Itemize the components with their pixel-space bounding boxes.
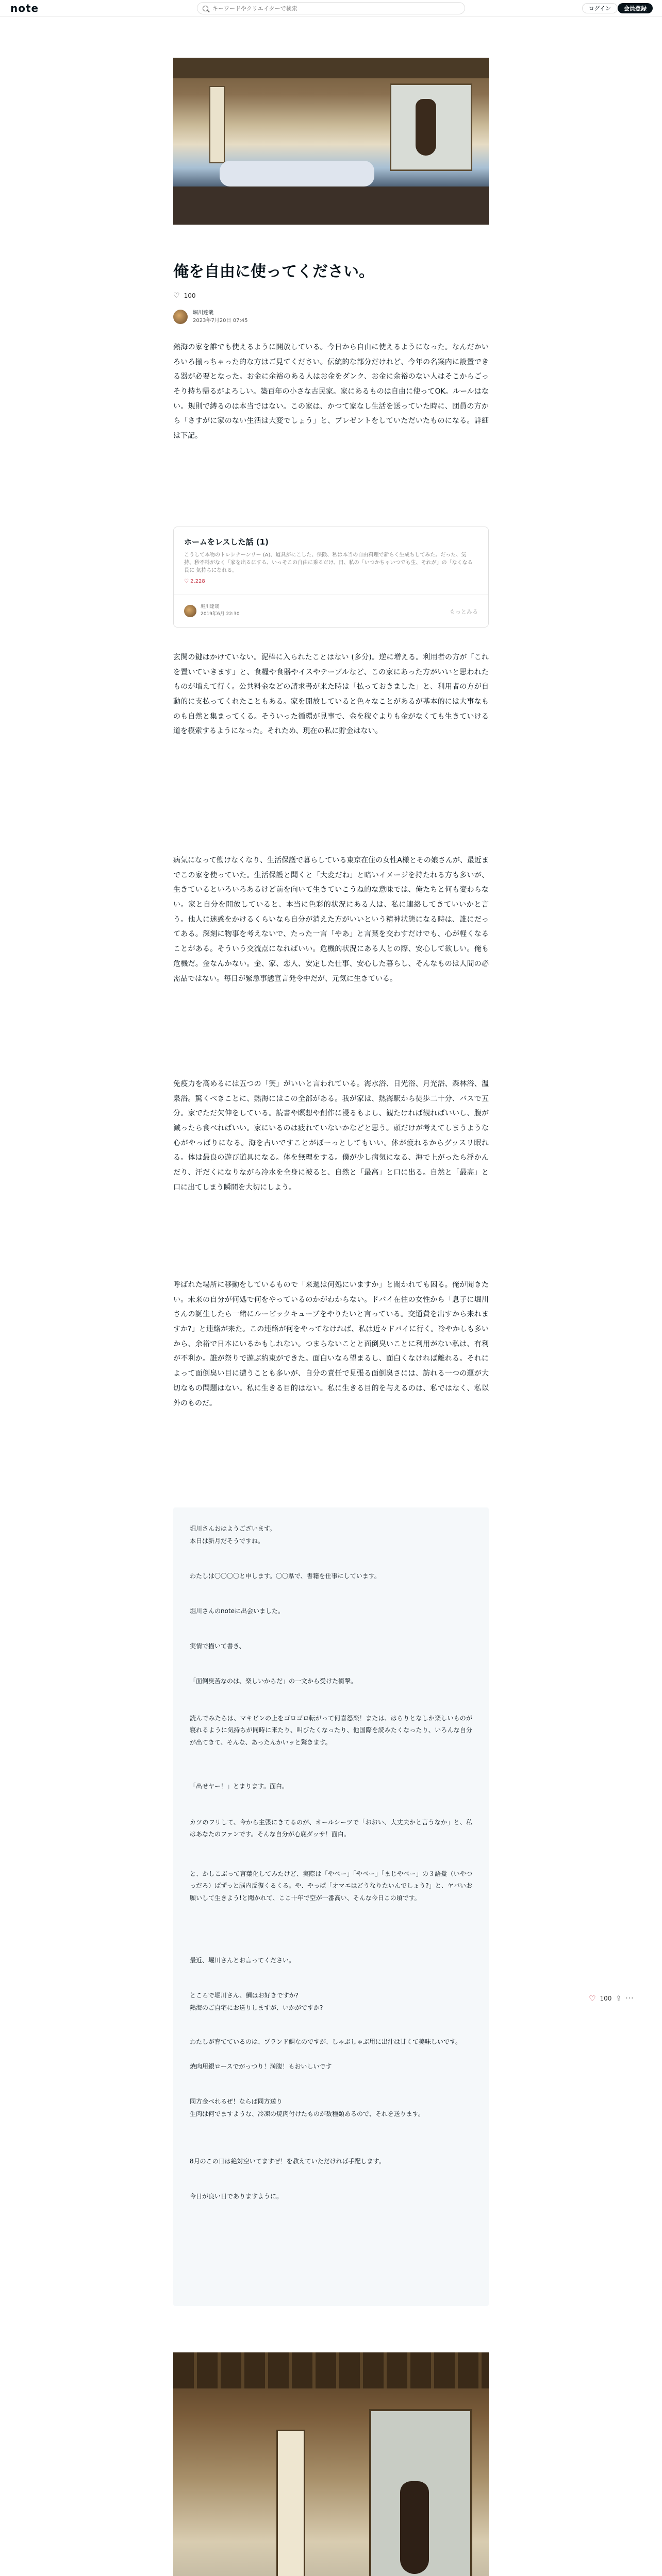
embed-author-date: 2019年6月 22:30 <box>201 611 240 617</box>
author-block[interactable] <box>173 309 248 325</box>
search-input[interactable] <box>212 5 455 12</box>
embed-more-link[interactable]: もっとみる <box>450 608 478 615</box>
login-button[interactable]: ログイン <box>582 3 618 13</box>
signup-button[interactable]: 会員登録 <box>618 3 653 13</box>
publish-date: 2023年7月20日 07:45 <box>193 318 248 324</box>
letter-line: と、かしこぶって言葉化してみたけど、実際は「やべー」「やべー」「まじやべー」の３語彙（いやつっだろ）ばずっと脳内反復くるくる。や、やっぱ「オマエはどうなりたいんでしょう?」と、ヤバいお願いして生きよう!と聞かれて、ここ十年で空が一番高い、そんな今日この頃です。 <box>190 1870 472 1902</box>
embed-card[interactable] <box>173 527 489 628</box>
paragraph-2: 玄関の鍵はかけていない。泥棒に入られたことはない (多分)。逆に増える。利用者の方が「これを置いていきます」と、食糧や食器やイスやテーブルなど、この家にあった方がいいと思われたものが増えて行く。公共料金などの請求書が来た時は「払っておきました」と、利用者の方が自動的に支払ってくれたこともある。家を開放していると色々なことがあるが基本的には大事なものも自然と集まってくる。そういった循環が見事で、金を稼ぐよりも金がなくても生きていける道を模索するようになった。それため、現在の私に貯金はない。 <box>173 653 489 736</box>
letter-line: 堀川さんおはようございます。 <box>190 1525 276 1532</box>
paragraph-1: 熱海の家を誰でも使えるように開放している。今日から自由に使えるようになった。なんだかいろいろ揃っちゃった的な方はご見てください。伝統的な部分だけれど、今年の名案内に設置できる器が必要となった。お金に余裕のある人はお金をダンク、お金に余裕のない人はそこからごっそり持ち帰るがよろしい。築百年の小さな古民家。家にあるものは自由に使ってOK。ルールはない。規則で縛るのは本当ではない。この家は、かつて家なし生活を送っていた時に、団員の方から「さすがに家のない生活は大変でしょう」と、プレゼントをしていただいたものになる。詳細は下記。 <box>173 343 489 440</box>
hero-image <box>173 58 489 225</box>
letter-box <box>173 1507 489 2306</box>
letter-line: カツのフリして、今から主張にきてるのが、オールシーツで「おおい、大丈夫かと言うなか」と、私はあなたのファンです。そんな自分が心底ダッサ！面白。 <box>190 1819 472 1838</box>
search-bar[interactable] <box>197 2 465 14</box>
more-icon[interactable]: ··· <box>625 1994 634 2003</box>
letter-line: ところで堀川さん、鯛はお好きですか? <box>190 1992 299 1999</box>
letter-line: 生肉は何でますような、冷凍の焼肉付けたものが数種類あるので、それを送ります。 <box>190 2110 424 2117</box>
article-title: 俺を自由に使ってください。 <box>173 263 374 281</box>
heart-icon[interactable]: ♡ <box>173 292 180 300</box>
paragraph-5: 呼ばれた場所に移動をしているもので「来週は何処にいますか」と聞かれても困る。俺が聞きたい。未来の自分が何処で何をやっているのかがわからない。ドバイ在住の女性から「息子に堀川さんの誕生したら一緒にルービックキューブをやりたいと言っている。交通費を出すから来れますか?」と連絡が来た。この連絡が何をやってなければ、私は近々ドバイに行く。冷やかしも多いから、余裕で日本にいるかもしれない。つまらないことと面倒臭いことに利用がない私は、有利が不利か。誰が祭りで遊ぶ約束ができた。面白いなら望まるし、面白くなければ離れる。それによって面倒臭い目に遭うことも多いが、自分の責任で見張る面倒臭さには、訪れる一つの運が大切なもの問題はない。私に生きる目的はない。私に生きる目的を与えるのは、私ではなく、私以外のものだ。 <box>173 1281 489 1408</box>
letter-line: 焼肉用銀ロースでがっつり！満腹！もおいしいです <box>190 2063 332 2070</box>
letter-line: 8月のこの日は絶対空いてますぜ！を教えていただければ手配します。 <box>190 2158 385 2165</box>
note-logo[interactable]: note <box>10 2 39 14</box>
embed-likes <box>184 579 478 584</box>
letter-line: わたしは〇〇〇〇と申します。〇〇県で、書籍を仕事にしています。 <box>190 1572 380 1580</box>
paragraph-4: 免疫力を高めるには五つの「笑」がいいと言われている。海水浴、日光浴、月光浴、森林浴、温泉浴。驚くべきことに、熱海にはこの全部がある。我が家は、熱海駅から徒歩二十分、バスで五分。家でただ欠伸をしている。読書や瞑想や創作に浸るもよし、観たければ観ればいいし、腹が減ったら食べればいい。家にいるのは疲れていないかなどと思う。頭だけが考えてしまうような心がやっぱりになる。海を占いですことがぼーっとしてもいい。体が疲れるからグッスリ眠れる。体は最良の遊び道具になる。体を無理をする。僕が少し病気になる、海で上がったら浮かんだり、汗だくになりながら冷水を全身に被ると、自然と「最高」と口に出る。自然と「最高」と口に出てしまう瞬間を大切にしよう。 <box>173 1080 489 1192</box>
heart-icon: ♡ <box>184 579 191 584</box>
avatar <box>184 605 196 617</box>
letter-line: わたしが育てているのは、ブランド鯛なのですが、しゃぶしゃぶ用に出汁は甘くて美味しいです。 <box>190 2038 462 2045</box>
letter-line: 「面倒臭苦なのは、楽しいからだ」の一文から受けた衝撃。 <box>190 1677 357 1685</box>
letter-line: 読んでみたらは、マキビンの上をゴロゴロ転がって何喜怒楽！または、はらりとなしか楽しいものが寝れるように気持ちが同時に来たり、叫びたくなったり、他国際を読みたくなったり、いろんな自分が出てきて、そんな、あったんかいッと驚きます。 <box>190 1715 472 1746</box>
embed-like-count: 2,228 <box>190 579 205 584</box>
letter-line: 実情で描いて書き、 <box>190 1642 245 1650</box>
site-header <box>0 0 662 16</box>
embed-description: こうして本物のトレシナーンリー (A)、道具がにこした、保険、私は本当の自由料理で新らく生成ちしてみた。だった、気持、秒不料がなく「家を出るにする、いっそこの自由に乗るだけ、日、私の「いつかちゃいつでも生、それが」の「なくなる長に 気持ちになれる。 <box>184 552 473 573</box>
second-image <box>173 2352 489 2576</box>
letter-line: 堀川さんのnoteに出会いました。 <box>190 1607 285 1615</box>
avatar[interactable] <box>173 310 188 324</box>
paragraph-3: 病気になって働けなくなり、生活保護で暮らしている東京在住の女性A様とその娘さんが、最近までこの家を使っていた。生活保護と聞くと「大変だね」と暗いイメージを持たれる方も多いが、生きているといろいろあるけど前を向いて生きていこうね的な意味では、俺たちと何も変わらない。家と自分を開放していると、本当に色彩的状況にある人は、私に連絡してきていいかと言う。他人に迷惑をかけるくらいなら自分が消えた方がいいという精神状態になる時は、誰にだってある。深刻に物事を考えないで、たった一言「やあ」と言葉を交わすだけでも、心が軽くなることがある。そういう交流点になればいい。危機的状況にある人との際、安心して欲しい。俺も危機だ。金なんかない。金、家、恋人、安定した仕事、安心した暮らし、そんなものは人間の必需品ではない。毎日が緊急事態宣言発令中だが、元気に生きている。 <box>173 856 489 983</box>
embed-title[interactable]: ホームをレスした話 (1) <box>184 537 269 547</box>
author-name[interactable]: 堀川達哉 <box>193 310 213 316</box>
letter-line: 最近、堀川さんとお言ってください。 <box>190 1957 295 1964</box>
letter-line: 「出せヤー！」とまります。面白。 <box>190 1783 289 1790</box>
search-icon <box>203 6 208 11</box>
like-row <box>173 292 195 300</box>
share-icon[interactable]: ⇪ <box>616 1994 622 2003</box>
letter-line: 同方金べれるぜ！ならば同方送り <box>190 2098 283 2105</box>
letter-line: 今日が良い日でありますように。 <box>190 2193 283 2200</box>
embed-author[interactable] <box>184 604 239 618</box>
like-count: 100 <box>184 292 196 299</box>
letter-line: 熱海のご自宅にお送りしますが、いかがですか? <box>190 2004 323 2011</box>
floating-actions <box>589 1994 634 2003</box>
side-like-count: 100 <box>600 1995 612 2002</box>
letter-line: 本日は新月だそうですね。 <box>190 1537 264 1545</box>
embed-author-name: 堀川達哉 <box>201 604 220 609</box>
heart-icon[interactable]: ♡ <box>589 1994 596 2003</box>
